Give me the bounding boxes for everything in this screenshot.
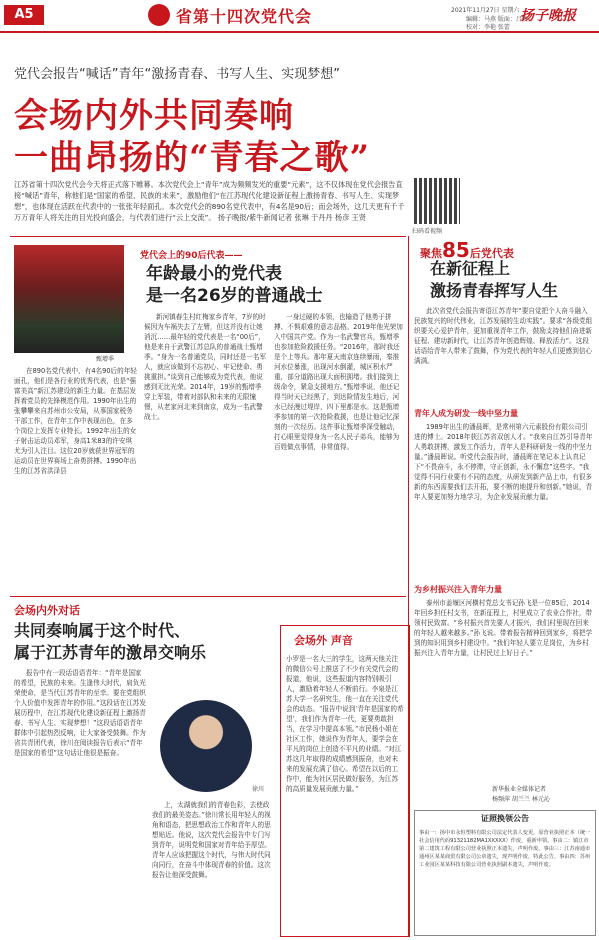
qr-code-icon[interactable] <box>414 178 460 224</box>
story-column-2: 新河镇春生村红梅家乡青年，7岁的时候因为车祸失去了左臂，但这并没有让她消沉……最年轻的党代表是一名“00后”，他是来自于武警江苏总队的普通战士甄增季。“身为一名普通党员，同时还是一名军人，就应该做到不忘初心、牢记使命、勇挑重担。”谈到自己能够成为党代表，他说感到无比光荣。2014年，19岁的甄增季穿上军装，带着对部队和未来的无限憧憬，从老家河北来到南京，成为一名武警战士。 <box>144 313 267 421</box>
dialogue-headline-line2: 属于江苏青年的激昂交响乐 <box>14 643 207 662</box>
right-story-headline: 在新征程上 激扬青春挥写人生 <box>430 259 559 300</box>
editors-line: 编辑：马燕 版面：吕峻 <box>466 16 528 23</box>
section-divider <box>10 236 406 237</box>
headline-kicker: 党代会报告“喊话”青年“激扬青春、书写人生、实现梦想” <box>14 67 340 82</box>
story-headline-line1: 年龄最小的党代表 <box>146 264 282 284</box>
delegate-portrait <box>160 700 252 792</box>
right-paragraph-2: 泰州市姜堰区河横村党总支书记孙飞是一位85后，2014年回乡担任村支书，在新征程上，村里成立了农业合作社，带领村民致富。“乡村振兴首先要人才振兴，我们村里现在回来的年轻人越来越多。”孙飞说。带着报告精神回到家乡，将把学到的知识用到乡村建设中。“我们年轻人要立足岗位，为乡村振兴注入青年力量，让村民过上好日子。” <box>414 599 593 657</box>
section-divider <box>10 596 406 597</box>
voice-box-body: 小罗是一名大三的学生，这两天他关注的微信公号上推送了不少有关党代会的报道，他说，这些报道内容特别吸引人，激励着年轻人不断前行。李泉是江苏大学一名研究生，他一直在关注党代会的动态。“报告中说到‘青年是国家的希望’，我们作为青年一代，更要勇敢担当，在学习中提高本领。”市民杨小姐在社区工作，她说作为青年人，要学会在平凡的岗位上创造不平凡的业绩。“对江苏这几年取得的成绩感到振奋，也对未来的发展充满了信心。希望在以后的工作中，能为社区居民做好服务，为江苏的高质量发展贡献力量。” <box>286 655 404 793</box>
voice-box-title: 会场外 声音 <box>294 634 353 647</box>
issue-date: 2021年11月27日 星期六 <box>451 7 520 14</box>
story-column-3: 一身过硬的本领，也输造了他勇于拼搏、不惧艰难的意志品格。2019年他光荣加入中国共产党。作为一名武警官兵，甄增季也参加抢险救援任务。“2016年，那时我还是个上等兵。那年夏天南京连续暴雨，秦淮河水位暴涨，出现河水倒灌，城区积水严重，部分道路出现大面积拥堵。我们接到上级命令，紧急支援地方。”甄增季说，他还记得当时天已经黑了，到达险情发生地后，河水已经漫过堤岸，四下里都是水。这是甄增季参加的第一次抢险救援，也是让他记忆深刻的一次经历。这件事让甄增季深受触动，打心眼里觉得身为一名人民子弟兵，能够为百姓做点事情，非常值得。 <box>274 313 403 451</box>
notice-box <box>414 810 596 936</box>
lead-paragraph: 江苏省第十四次党代会今天将正式落下帷幕。本次党代会上“青年”成为频频发光的重要“元素”，这不仅体现在党代会报告直接“喊话”青年，称他们是“国家的希望、民族的未来”，激励他们“在江苏现代化建设新征程上激扬青春、书写人生、实现梦想”，也体现在活跃在代表中的一张张年轻面孔。本次党代会的890名党代表中，有4名是90后；而会场外，这几天更有千千万万青年人将关注的目光投向盛会，与代表们进行“云上交流”。 扬子晚报/紫牛新闻记者 张琳 于丹丹 杨彦 王贤 <box>14 180 405 222</box>
right-story-tag: 聚焦85后党代表 <box>420 238 514 262</box>
right-intro: 此次省党代会报告寄语江苏青年“要自觉把个人奋斗融入民族复兴的时代伟业，江苏发展的生动实践”。要求“各级党组织要关心爱护青年，更加重视青年工作，鼓励支持他们奋进新征程、建功新时代，让江苏青年创造辉煌、释放活力”。这段话语给青年人带来了鼓舞，作为党代表的年轻人们更感到信心满满。 <box>414 307 593 365</box>
photo-caption: 甄增季 <box>96 356 115 363</box>
header-divider <box>0 31 599 33</box>
notice-body: 事由一：扬中市永恒塑料有限公司法定代表人变更，原营业执照正本（统一社会信用代码91321182MA1XXXXX）作废，重新申领。事由二：镇江市第二建筑工程有限公司营业执照正本遗失，声明作废。事由三：江苏南通市通州区某某商贸有限公司公章遗失，现声明作废，特此公告。事由四：苏州工业园区某某科技有限公司营业执照副本遗失，声明作废。 <box>419 830 591 868</box>
main-headline-line2: 一曲昂扬的“青春之歌” <box>14 138 371 178</box>
dialogue-column-2: 上，太湖就我们的青春色彩，去使政我们的最美姿态。”徐川常长用年轻人的视角和语态，把思想政治工作和青年人的思想贴近。他说，这次党代会报告中专门写到青年，说明党和国家对青年给予厚望。青年人应该把握这个时代，与伟大时代同向同行，在奋斗中体现青春的价值。这次报告让他深受鼓舞。 <box>152 801 271 879</box>
dialogue-column-1: 报告中有一段话语语青年：“青年是国家的希望，民族的未来。生逢伟大时代，肩负光荣使命，是当代江苏青年的至幸。要在党组织个人价值中发挥青年的作用。”这段话在江苏发展历程中，在江苏现代化建设新征程上激扬青春、书写人生、实现梦想！”这段话语语青年群体中引起热烈反响，让大家备受鼓舞。作为省共青团代表，徐川在阅读报告后表示“青年是国家的希望”这句话让他很是振奋。 <box>14 669 146 757</box>
notice-title: 证照换领公告 <box>481 814 529 823</box>
story-headline-line2: 是一名26岁的普通战士 <box>146 286 323 306</box>
party-emblem-icon <box>148 4 170 26</box>
qr-caption: 扫码看视频 <box>412 228 443 235</box>
right-subhead-2: 为乡村振兴注入青年力量 <box>414 585 502 594</box>
right-subhead-1: 青年人成为研发一线中坚力量 <box>414 409 518 418</box>
dialogue-headline-line1: 共同奏响属于这个时代、 <box>14 621 191 640</box>
delegate-photo <box>14 245 124 353</box>
main-headline-line1: 会场内外共同奏响 <box>14 96 294 136</box>
page-number: A5 <box>4 5 44 25</box>
newspaper-logo: 扬子晚报 <box>520 8 576 24</box>
page-header <box>0 0 599 30</box>
story-tag: 党代会上的90后代表—— <box>140 251 243 261</box>
byline-2: 杨频萍 胡兰兰 林元沁 <box>492 796 550 803</box>
dialogue-section-tag: 会场内外对话 <box>14 604 80 617</box>
section-title: 省第十四次党代会 <box>176 7 313 26</box>
byline-1: 新华报业全媒体记者 <box>492 786 547 793</box>
right-paragraph-1: 1989年出生的潘晨晖，是常州第六元素股份有限公司引进的博士。2018年获江苏省双创人才。“我来自江苏引导青年人勇敢拼搏，激发工作活力，青年人是科研研发一线的中坚力量。”潘晨晖说。听党代会报告时，潘晨晖在笔记本上认真记下“不畏奋斗，永不停滞，守正创新，永不懈怠”这些字。“我觉得不同行业要有不同的态度，从研发到新产品上市，有很多新的东西需要我们去开拓，要不断的地提升和创新。”她说，青年人要更加努力地学习，为企业发展贡献力量。 <box>414 423 593 501</box>
portrait-caption: 徐川 <box>252 786 265 793</box>
proof-line: 校对：李艳 张蕾 <box>466 24 510 31</box>
story-column-1: 在890名党代表中，有4名90后的年轻面孔，他们是各行业的优秀代表，也是“强富美高”新江苏建设的新生力量。在基层发挥着党员的先锋模范作用。1990年出生的张攀攀来自苏州市公安局，从事国家税务干部工作，在青年工作中表现出色，在多个岗位上发挥专业特长。1992年出生的女子射击运动员邓军，身高1米83的许安琪尤为引人注目。这位20岁就获世界冠军的运动员在世界赛场上奋勇拼搏。1990年出生的江苏省洪泽县 <box>14 367 137 475</box>
